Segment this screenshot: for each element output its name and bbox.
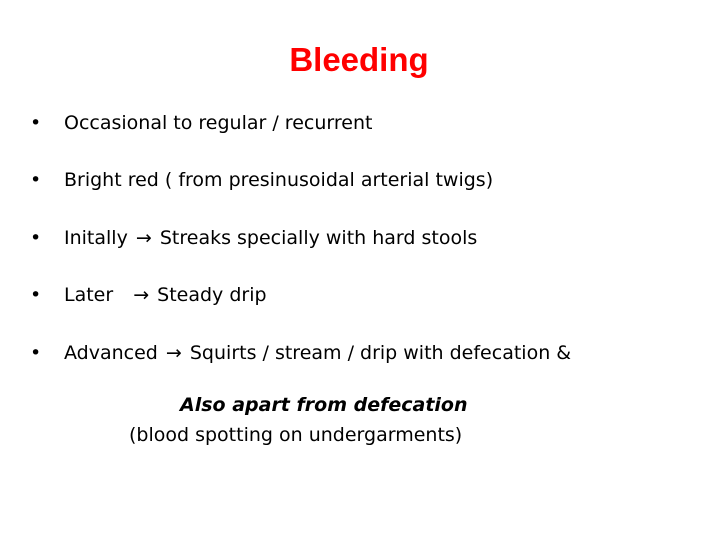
bullet-item-4 [30, 282, 690, 308]
bullet-dot-icon: • [30, 169, 42, 191]
arrow-right-icon: → [135, 227, 152, 249]
bullet-text: Occasional to regular / recurrent [64, 112, 373, 134]
bullet-item-2 [30, 167, 690, 193]
bullet-text: Bright red ( from presinusoidal arterial twigs) [64, 169, 494, 191]
slide-title [0, 38, 720, 82]
bullet-dot-icon: • [30, 112, 42, 134]
continuation-line-plain: (blood spotting on undergarments) [129, 424, 463, 446]
arrow-right-icon: → [133, 284, 150, 306]
bullet-text-before: Later [64, 284, 114, 306]
bullet-item-3 [30, 225, 690, 251]
bullet-text-before: Initally [64, 227, 128, 249]
bullet-text-after: Steady drip [157, 284, 267, 306]
bullet-item-5 [30, 340, 690, 366]
bullet-text-after: Squirts / stream / drip with defecation & [189, 342, 572, 364]
bullet-text-after: Streaks specially with hard stools [159, 227, 478, 249]
bullet-dot-icon: • [30, 227, 42, 249]
bullet-dot-icon: • [30, 342, 42, 364]
slide-title-text: Bleeding [289, 41, 429, 78]
bullet-text-before: Advanced [64, 342, 158, 364]
continuation-line-italic: Also apart from defecation [180, 394, 468, 416]
bullet-dot-icon: • [30, 284, 42, 306]
bullet-item-1 [30, 110, 690, 136]
arrow-right-icon: → [165, 342, 182, 364]
